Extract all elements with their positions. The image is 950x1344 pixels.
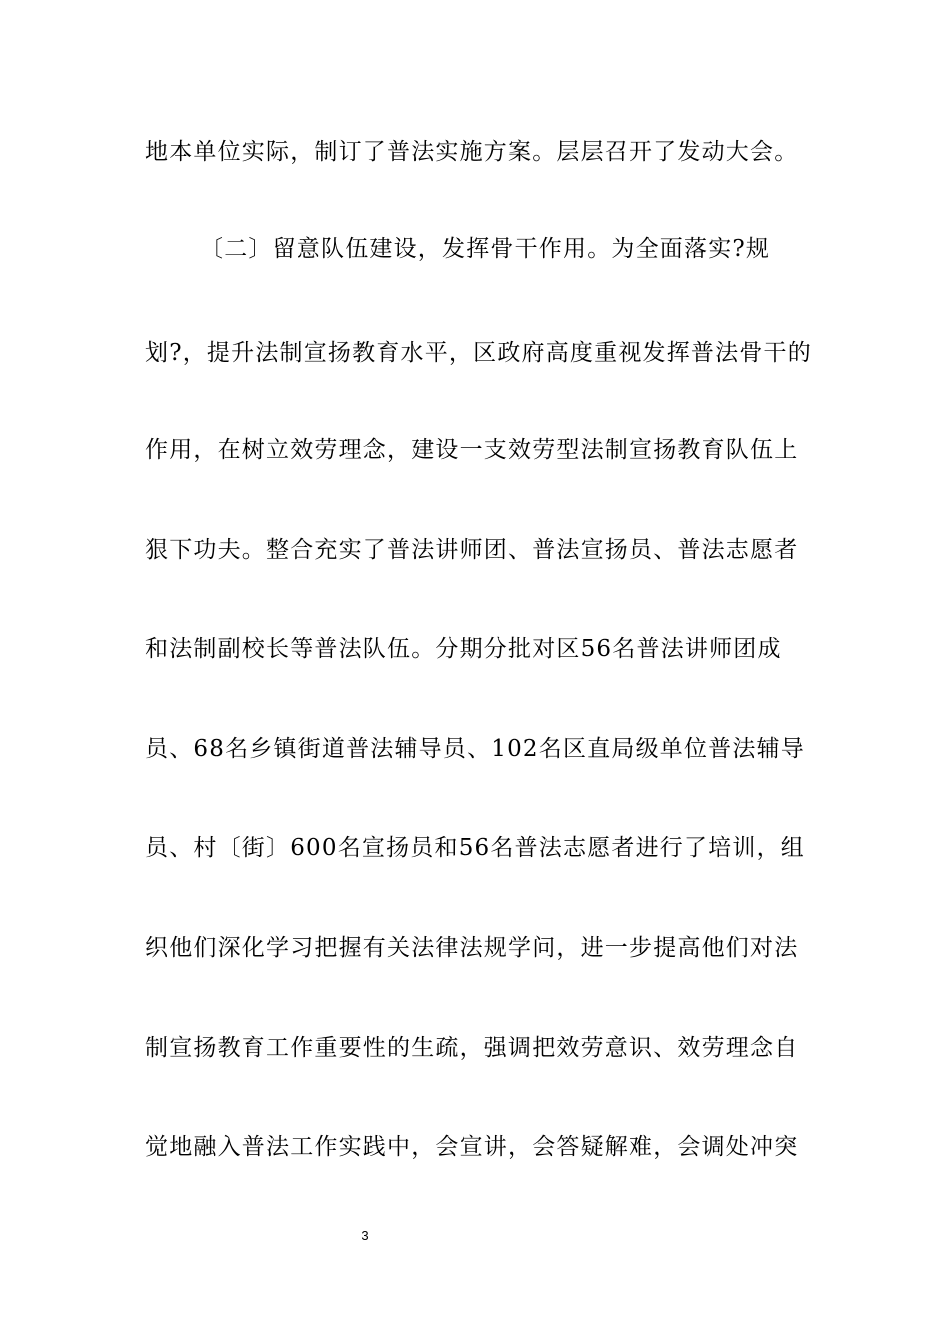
text-line-5: 狠下功夫。整合充实了普法讲师团、普法宣扬员、普法志愿者 xyxy=(145,537,799,563)
text-line-4: 作用，在树立效劳理念，建设一支效劳型法制宣扬教育队伍上 xyxy=(145,437,799,463)
text-line-9: 织他们深化学习把握有关法律法规学问，进一步提高他们对法 xyxy=(145,935,799,961)
text-line-11: 觉地融入普法工作实践中，会宣讲，会答疑解难，会调处冲突 xyxy=(145,1134,799,1160)
page-number: 3 xyxy=(361,1228,369,1243)
text-line-1: 地本单位实际，制订了普法实施方案。层层召开了发动大会。 xyxy=(145,139,799,165)
text-line-7: 员、68名乡镇街道普法辅导员、102名区直局级单位普法辅导 xyxy=(145,736,805,762)
text-line-3: 划?，提升法制宣扬教育水平，区政府高度重视发挥普法骨干的 xyxy=(145,340,812,366)
paragraph-start-line: 〔二〕留意队伍建设，发挥骨干作用。为全面落实?规 xyxy=(200,236,771,262)
text-line-8: 员、村〔街〕600名宣扬员和56名普法志愿者进行了培训，组 xyxy=(145,835,805,861)
text-line-10: 制宣扬教育工作重要性的生疏，强调把效劳意识、效劳理念自 xyxy=(145,1035,799,1061)
text-line-6: 和法制副校长等普法队伍。分期分批对区56名普法讲师团成 xyxy=(145,636,782,662)
